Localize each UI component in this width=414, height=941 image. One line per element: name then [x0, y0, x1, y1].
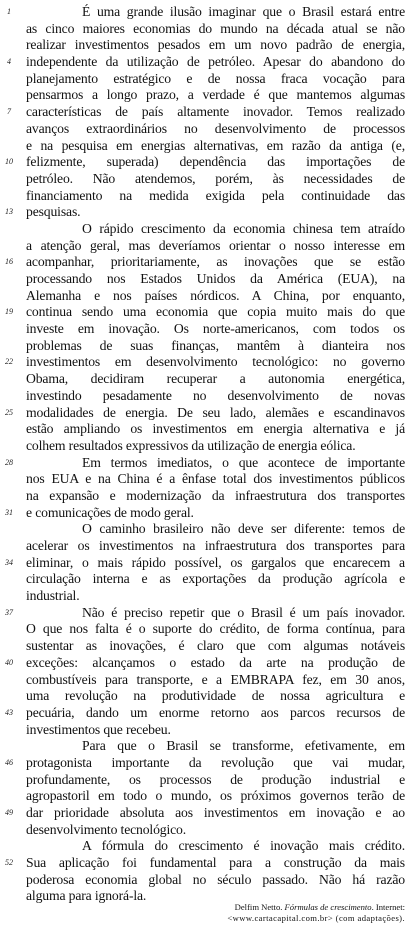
text-line	[0, 405, 414, 422]
text-line	[0, 238, 414, 255]
line-text: Obama, decidiram recuperar a autonomia energética,	[26, 371, 405, 387]
line-number: 40	[5, 657, 13, 667]
text-line	[0, 154, 414, 171]
line-number: 31	[5, 507, 13, 517]
text-line	[0, 371, 414, 388]
text-line	[0, 254, 414, 271]
line-text: Alemanha e nos países nórdicos. A China, por enquanto,	[26, 287, 405, 303]
line-text: desenvolvimento tecnológico.	[26, 821, 187, 837]
text-line	[0, 271, 414, 288]
line-text: A fórmula do crescimento é inovação mais crédito.	[82, 838, 405, 854]
text-line	[0, 805, 414, 822]
line-text: pensarmos a longo prazo, a verdade é que mantemos algumas	[26, 87, 405, 103]
text-line	[0, 455, 414, 472]
text-line	[0, 188, 414, 205]
text-line	[0, 37, 414, 54]
text-line	[0, 321, 414, 338]
line-text: estão ampliando os investimentos em energia alternativa e já	[26, 421, 405, 437]
text-line	[0, 54, 414, 71]
citation-after-title: . Internet:	[371, 902, 405, 912]
text-line	[0, 672, 414, 689]
line-text: investimentos que recebeu.	[26, 721, 171, 737]
line-text: continua sendo uma economia que copia muito mais do que	[26, 304, 405, 320]
line-text: Sua aplicação foi fundamental para a construção da mais	[26, 855, 405, 871]
text-line	[0, 688, 414, 705]
line-number: 7	[7, 107, 11, 117]
line-number: 16	[5, 257, 13, 267]
line-text: e na pesquisa em energias alternativas, em razão da antiga (e,	[26, 137, 405, 153]
line-text: circulação interna e as exportações da produção agrícola e	[26, 571, 405, 587]
text-line	[0, 555, 414, 572]
line-text: felizmente, superada) dependência das importações de	[26, 154, 405, 170]
text-line	[0, 388, 414, 405]
line-text: O rápido crescimento da economia chinesa tem atraído	[82, 220, 405, 236]
text-line	[0, 221, 414, 238]
line-number: 37	[5, 607, 13, 617]
line-text: agropastoril em todo o mundo, os próximos governos terão de	[26, 788, 405, 804]
line-number: 22	[5, 357, 13, 367]
line-text: problemas de suas finanças, mantêm à dianteira nos	[26, 337, 405, 353]
line-number: 13	[5, 207, 13, 217]
text-line	[0, 855, 414, 872]
line-text: a atenção geral, mas deveríamos orientar o nosso interesse em	[26, 237, 405, 253]
line-text: industrial.	[26, 588, 80, 604]
line-text: Em termos imediatos, o que acontece de importante	[82, 454, 405, 470]
line-text: sustentar as inovações, é claro que com algumas notáveis	[26, 638, 405, 654]
citation-title: Fórmulas de crescimento	[284, 902, 372, 912]
text-line	[0, 655, 414, 672]
line-number: 4	[7, 57, 11, 67]
line-text: características de país altamente inovador. Temos realizado	[26, 104, 405, 120]
text-line	[0, 738, 414, 755]
line-number: 43	[5, 707, 13, 717]
line-text: processando nos Estados Unidos da América (EUA), na	[26, 271, 405, 286]
line-text: uma revolução na produtividade de nossa agricultura e	[26, 688, 405, 704]
text-line	[0, 288, 414, 305]
text-line	[0, 638, 414, 655]
line-text: eliminar, o mais rápido possível, os gargalos que encarecem a	[26, 554, 405, 570]
citation	[227, 902, 405, 924]
text-line	[0, 438, 414, 455]
text-line	[0, 621, 414, 638]
line-number: 52	[5, 858, 13, 868]
text-line	[0, 605, 414, 622]
text-line	[0, 204, 414, 221]
text-line	[0, 538, 414, 555]
text-line	[0, 87, 414, 104]
line-number: 25	[5, 407, 13, 417]
line-text: modalidades de energia. De seu lado, alemães e escandinavos	[26, 404, 405, 420]
text-line	[0, 171, 414, 188]
line-text: avanços extraordinários no desenvolvimento de processos	[26, 120, 405, 136]
line-text: dar prioridade absoluta aos investimentos em inovação e ao	[26, 805, 405, 820]
text-line	[0, 121, 414, 138]
line-text: É uma grande ilusão imaginar que o Brasil estará entre	[82, 4, 405, 19]
line-text: planejamento estratégico e de nossa fraca vocação para	[26, 70, 405, 86]
line-text: O que nos falta é o suporte do crédito, de forma contínua, para	[26, 621, 405, 637]
line-text: Não é preciso repetir que o Brasil é um país inovador.	[82, 604, 405, 620]
line-number: 10	[5, 157, 13, 167]
text-line	[0, 505, 414, 522]
article-body	[0, 4, 414, 905]
line-number: 34	[5, 557, 13, 567]
line-text: exceções: alcançamos o estado da arte na produção de	[26, 654, 405, 670]
line-text: alguma para ignorá-la.	[26, 888, 147, 904]
line-text: e comunicações de modo geral.	[26, 504, 194, 520]
text-line	[0, 304, 414, 321]
line-text: profundamente, os processos de produção industrial e	[26, 771, 405, 787]
line-text: protagonista importante da revolução que vai mudar,	[26, 754, 405, 770]
text-line	[0, 21, 414, 38]
text-line	[0, 138, 414, 155]
text-line	[0, 722, 414, 739]
citation-author: Delfim Netto.	[234, 902, 283, 912]
line-text: acompanhar, prioritariamente, as inovações que se estão	[26, 254, 405, 270]
line-number: 28	[5, 457, 13, 467]
line-text: O caminho brasileiro não deve ser diferente: temos de	[82, 521, 405, 537]
line-text: investindo pesadamente no desenvolvimento de novas	[26, 387, 405, 403]
line-text: acelerar os investimentos na infraestrutura dos transportes para	[26, 538, 405, 553]
line-text: independente da utilização de petróleo. Apesar do abandono do	[26, 54, 405, 70]
text-line	[0, 338, 414, 355]
text-line	[0, 4, 414, 21]
line-text: na expansão e modernização da infraestrutura dos transportes	[26, 487, 405, 503]
text-line	[0, 521, 414, 538]
line-text: pecuária, dando um enorme retorno aos parcos recursos de	[26, 704, 405, 720]
text-line	[0, 822, 414, 839]
line-text: realizar investimentos pesados em um novo padrão de energia,	[26, 37, 405, 53]
text-line	[0, 772, 414, 789]
text-line	[0, 705, 414, 722]
line-number: 46	[5, 757, 13, 767]
text-line	[0, 488, 414, 505]
text-line	[0, 872, 414, 889]
line-text: colhem resultados expressivos da utilização de energia eólica.	[26, 437, 356, 453]
line-number: 49	[5, 808, 13, 817]
text-line	[0, 104, 414, 121]
text-line	[0, 421, 414, 438]
line-text: as cinco maiores economias do mundo na década atual se não	[26, 20, 405, 36]
text-line	[0, 571, 414, 588]
line-text: combustíveis para transporte, e a EMBRAPA fez, em 30 anos,	[26, 671, 405, 687]
line-text: financiamento na medida exigida pela continuidade das	[26, 187, 405, 203]
line-text: pesquisas.	[26, 204, 81, 220]
text-line	[0, 838, 414, 855]
text-line	[0, 354, 414, 371]
line-text: investimentos em desenvolvimento tecnológico: no governo	[26, 354, 405, 370]
line-text: petróleo. Não atendemos, porém, às necessidades de	[26, 170, 405, 186]
text-line	[0, 755, 414, 772]
citation-source: <www.cartacapital.com.br> (com adaptações).	[227, 913, 405, 923]
line-number: 1	[7, 7, 11, 16]
line-text: investe em inovação. Os norte-americanos, com todos os	[26, 321, 405, 337]
line-text: poderosa economia global no século passado. Não há razão	[26, 871, 405, 887]
text-line	[0, 71, 414, 88]
line-number: 19	[5, 307, 13, 317]
text-line	[0, 471, 414, 488]
text-line	[0, 588, 414, 605]
line-text: nos EUA e na China é a ênfase total dos investimentos públicos	[26, 471, 405, 487]
citation-line-1	[227, 902, 405, 913]
line-text: Para que o Brasil se transforme, efetivamente, em	[82, 738, 405, 754]
text-line	[0, 788, 414, 805]
